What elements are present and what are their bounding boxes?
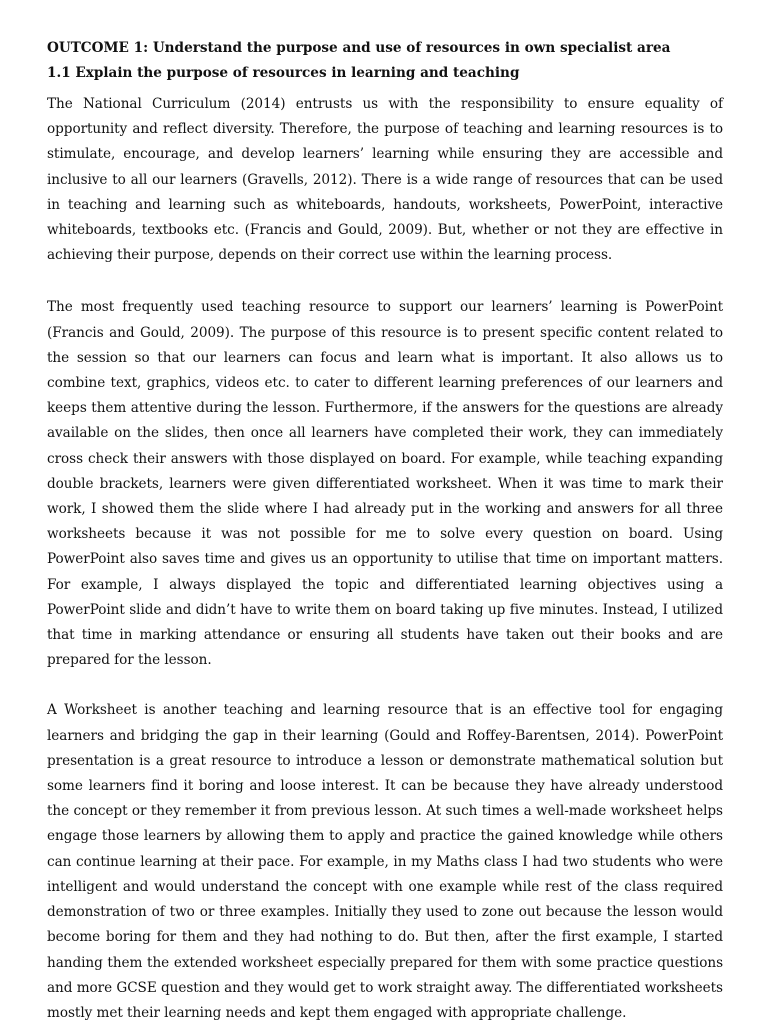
outcome-heading: OUTCOME 1: Understand the purpose and use of resources in own specialist area bbox=[47, 40, 671, 56]
section-heading: 1.1 Explain the purpose of resources in learning and teaching bbox=[47, 65, 520, 81]
paragraph-worksheet: A Worksheet is another teaching and learning resource that is an effective tool for engaging learners and bridging the gap in their learning (Gould and Roffey-Barentsen, 2014). PowerPoint presentation is a great resource to introduce a lesson or demonstrate mathematical solution but some learners find it boring and loose interest. It can be because they have already understood the concept or they remember it from previous lesson. At such times a well-made worksheet helps engage those learners by allowing them to apply and practice the gained knowledge while others can continue learning at their pace. For example, in my Maths class I had two students who were intelligent and would understand the concept with one example while rest of the class required demonstration of two or three examples. Initially they used to zone out because the lesson would become boring for them and they had nothing to do. But then, after the first example, I started handing them the extended worksheet especially prepared for them with some practice questions and more GCSE question and they would get to work straight away. The differentiated worksheets mostly met their learning needs and kept them engaged with appropriate challenge. bbox=[47, 702, 723, 1021]
document-page bbox=[47, 36, 723, 1026]
paragraph-powerpoint: The most frequently used teaching resource to support our learners’ learning is PowerPoint (Francis and Gould, 2009). The purpose of this resource is to present specific content related to the session so that our learners can focus and learn what is important. It also allows us to combine text, graphics, videos etc. to cater to different learning preferences of our learners and keeps them attentive during the lesson. Furthermore, if the answers for the questions are already available on the slides, then once all learners have completed their work, they can immediately cross check their answers with those displayed on board. For example, while teaching expanding double brackets, learners were given differentiated worksheet. When it was time to mark their work, I showed them the slide where I had already put in the working and answers for all three worksheets because it was not possible for me to solve every question on board. Using PowerPoint also saves time and gives us an opportunity to utilise that time on important matters. For example, I always displayed the topic and differentiated learning objectives using a PowerPoint slide and didn’t have to write them on board taking up five minutes. Instead, I utilized that time in marking attendance or ensuring all students have taken out their books and are prepared for the lesson. bbox=[47, 299, 723, 669]
paragraph-national-curriculum: The National Curriculum (2014) entrusts us with the responsibility to ensure equality of opportunity and reflect diversity. Therefore, the purpose of teaching and learning resources is to stimulate, encourage, and develop learners’ learning while ensuring they are accessible and inclusive to all our learners (Gravells, 2012). There is a wide range of resources that can be used in teaching and learning such as whiteboards, handouts, worksheets, PowerPoint, interactive whiteboards, textbooks etc. (Francis and Gould, 2009). But, whether or not they are effective in achieving their purpose, depends on their correct use within the learning process. bbox=[47, 96, 723, 264]
